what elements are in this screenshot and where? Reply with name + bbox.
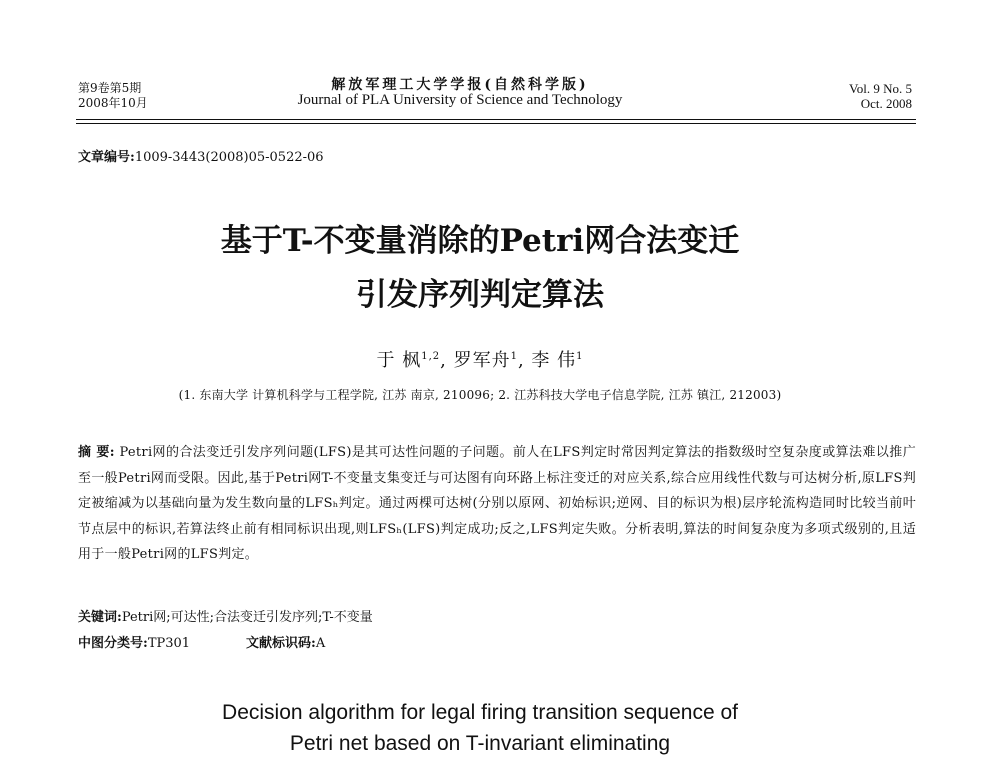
document-code-value: A [315, 636, 326, 651]
volume-issue-en [849, 81, 912, 111]
author-affiliation-mark: 1 [510, 351, 518, 362]
keywords-text: Petri网;可达性;合法变迁引发序列;T-不变量 [121, 610, 373, 625]
article-number [78, 146, 324, 165]
issue-date-line: 2008年10月 [78, 96, 148, 110]
author-affiliation-mark: 1 [576, 351, 584, 362]
author-separator: , [440, 350, 454, 371]
volume-issue-line: 第9卷第5期 [78, 81, 142, 95]
abstract [78, 440, 916, 568]
clc-label: 中图分类号: [78, 636, 148, 651]
author-separator: , [517, 350, 532, 371]
author-list [100, 346, 860, 372]
english-title-line-2: Petri net based on T-invariant eliminating [289, 732, 671, 755]
header-rule-thick [76, 119, 916, 120]
document-code-label: 文献标识码: [246, 636, 316, 651]
classification [78, 632, 325, 651]
header-rule-thin [76, 123, 916, 124]
journal-name-cn: 解放军理工大学学报(自然科学版) [331, 77, 589, 93]
journal-name-en: Journal of PLA University of Science and Technology [297, 92, 623, 108]
keywords [78, 606, 373, 625]
english-title-line-1: Decision algorithm for legal firing transition sequence of [222, 701, 738, 724]
author-name: 于 枫 [376, 350, 422, 371]
title-line-1: 基于T-不变量消除的Petri网合法变迁 [220, 223, 740, 259]
abstract-text: Petri网的合法变迁引发序列问题(LFS)是其可达性问题的子问题。前人在LFS判定时常因判定算法的指数级时空复杂度或算法难以推广至一般Petri网而受限。因此,基于Petri网T-不变量支集变迁与可达图有向环路上标注变迁的对应关系,综合应用线性代数与可达树分析,原LFS判定被缩减为以基础向量为发生数向量的LFSₕ判定。通过两棵可达树(分别以原网、初始标识;逆网、目的标识为根)层序轮流构造同时比较当前叶节点层中的标识,若算法终止前有相同标识出现,则LFSₕ(LFS)判定成功;反之,LFS判定失败。分析表明,算法的时间复杂度为多项式级别的,且适用于一般Petri网的LFS判定。 [78, 445, 917, 563]
article-number-value: 1009-3443(2008)05-0522-06 [134, 150, 324, 165]
affiliation: (1. 东南大学 计算机科学与工程学院, 江苏 南京, 210096; 2. 江苏科技大学电子信息学院, 江苏 镇江, 212003) [178, 388, 782, 402]
abstract-label: 摘 要: [78, 445, 115, 460]
clc-value: TP301 [147, 636, 191, 651]
journal-name [250, 78, 670, 108]
volume-line-en: Vol. 9 No. 5 [849, 81, 912, 96]
title-line-2: 引发序列判定算法 [356, 277, 604, 313]
author-name: 罗军舟 [453, 350, 511, 371]
author-affiliation-mark: 1,2 [421, 351, 441, 362]
volume-issue-cn [78, 81, 148, 111]
article-number-label: 文章编号: [78, 150, 135, 165]
keywords-label: 关键词: [78, 610, 122, 625]
author-name: 李 伟 [531, 350, 577, 371]
date-line-en: Oct. 2008 [860, 96, 912, 111]
